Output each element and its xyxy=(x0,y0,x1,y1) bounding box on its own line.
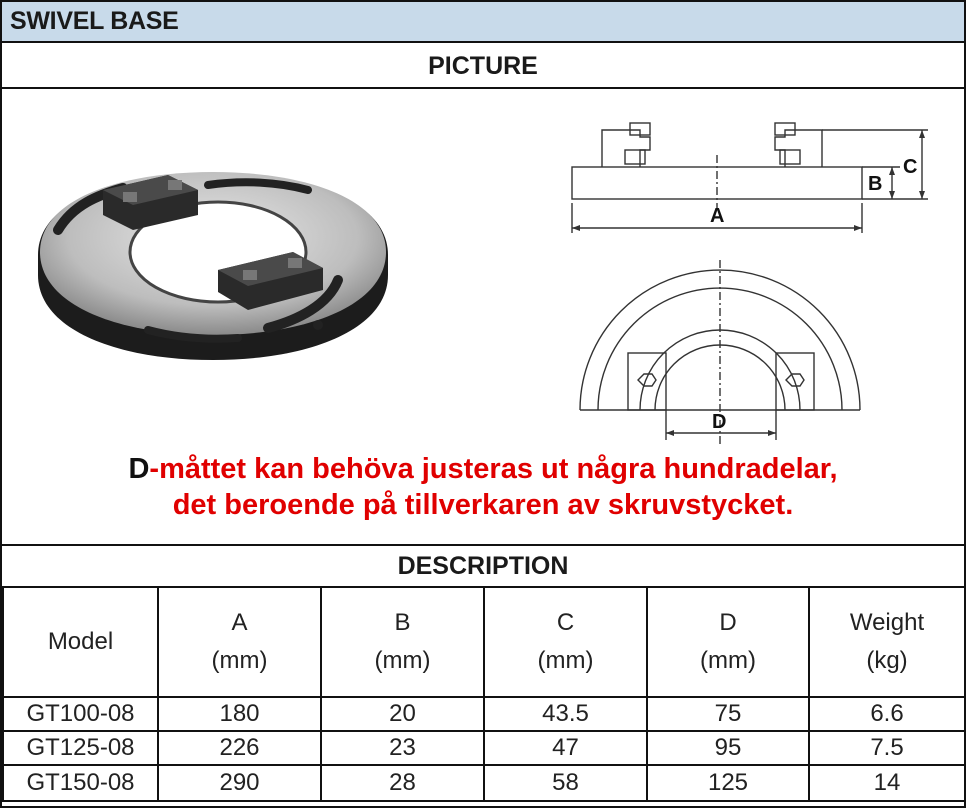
table-cell: 6.6 xyxy=(809,697,965,731)
table-cell: 125 xyxy=(647,765,809,801)
note-line-1 xyxy=(10,451,956,487)
table-row xyxy=(3,731,965,765)
product-photo xyxy=(28,160,398,370)
table-cell: 23 xyxy=(321,731,484,765)
table-cell: 14 xyxy=(809,765,965,801)
label-d: D xyxy=(712,411,727,433)
table-cell: 58 xyxy=(484,765,647,801)
column-header: Model xyxy=(3,587,158,697)
picture-header: PICTURE xyxy=(2,45,964,89)
table-cell: GT100-08 xyxy=(3,697,158,731)
column-header: A (mm) xyxy=(158,587,321,697)
label-b: B xyxy=(868,173,883,195)
adjustment-note xyxy=(10,451,956,523)
page-title: SWIVEL BASE xyxy=(10,7,179,35)
table-cell: 20 xyxy=(321,697,484,731)
table-cell: 95 xyxy=(647,731,809,765)
top-view-clamp xyxy=(628,353,666,410)
table-row xyxy=(3,765,965,801)
table-cell: 75 xyxy=(647,697,809,731)
table-cell: GT150-08 xyxy=(3,765,158,801)
table-cell: 7.5 xyxy=(809,731,965,765)
table-row xyxy=(3,697,965,731)
note-d-letter: D xyxy=(128,453,150,485)
column-header: B (mm) xyxy=(321,587,484,697)
table-header-row xyxy=(3,587,965,697)
column-header: C (mm) xyxy=(484,587,647,697)
table-cell: GT125-08 xyxy=(3,731,158,765)
label-a: A xyxy=(710,205,725,227)
technical-drawing xyxy=(560,115,940,445)
label-c: C xyxy=(903,156,918,178)
column-header: D (mm) xyxy=(647,587,809,697)
description-header: DESCRIPTION xyxy=(2,544,964,588)
column-header: Weight (kg) xyxy=(809,587,965,697)
table-cell: 28 xyxy=(321,765,484,801)
note-line-1-text: -måttet kan behöva justeras ut några hundradelar, xyxy=(149,453,838,485)
bolt-hole xyxy=(313,320,323,330)
table-cell: 290 xyxy=(158,765,321,801)
table-cell: 226 xyxy=(158,731,321,765)
note-line-2: det beroende på tillverkaren av skruvstycket. xyxy=(172,489,794,521)
table-cell: 47 xyxy=(484,731,647,765)
title-bar xyxy=(2,2,964,43)
specification-table xyxy=(2,586,966,802)
table-cell: 43.5 xyxy=(484,697,647,731)
table-cell: 180 xyxy=(158,697,321,731)
